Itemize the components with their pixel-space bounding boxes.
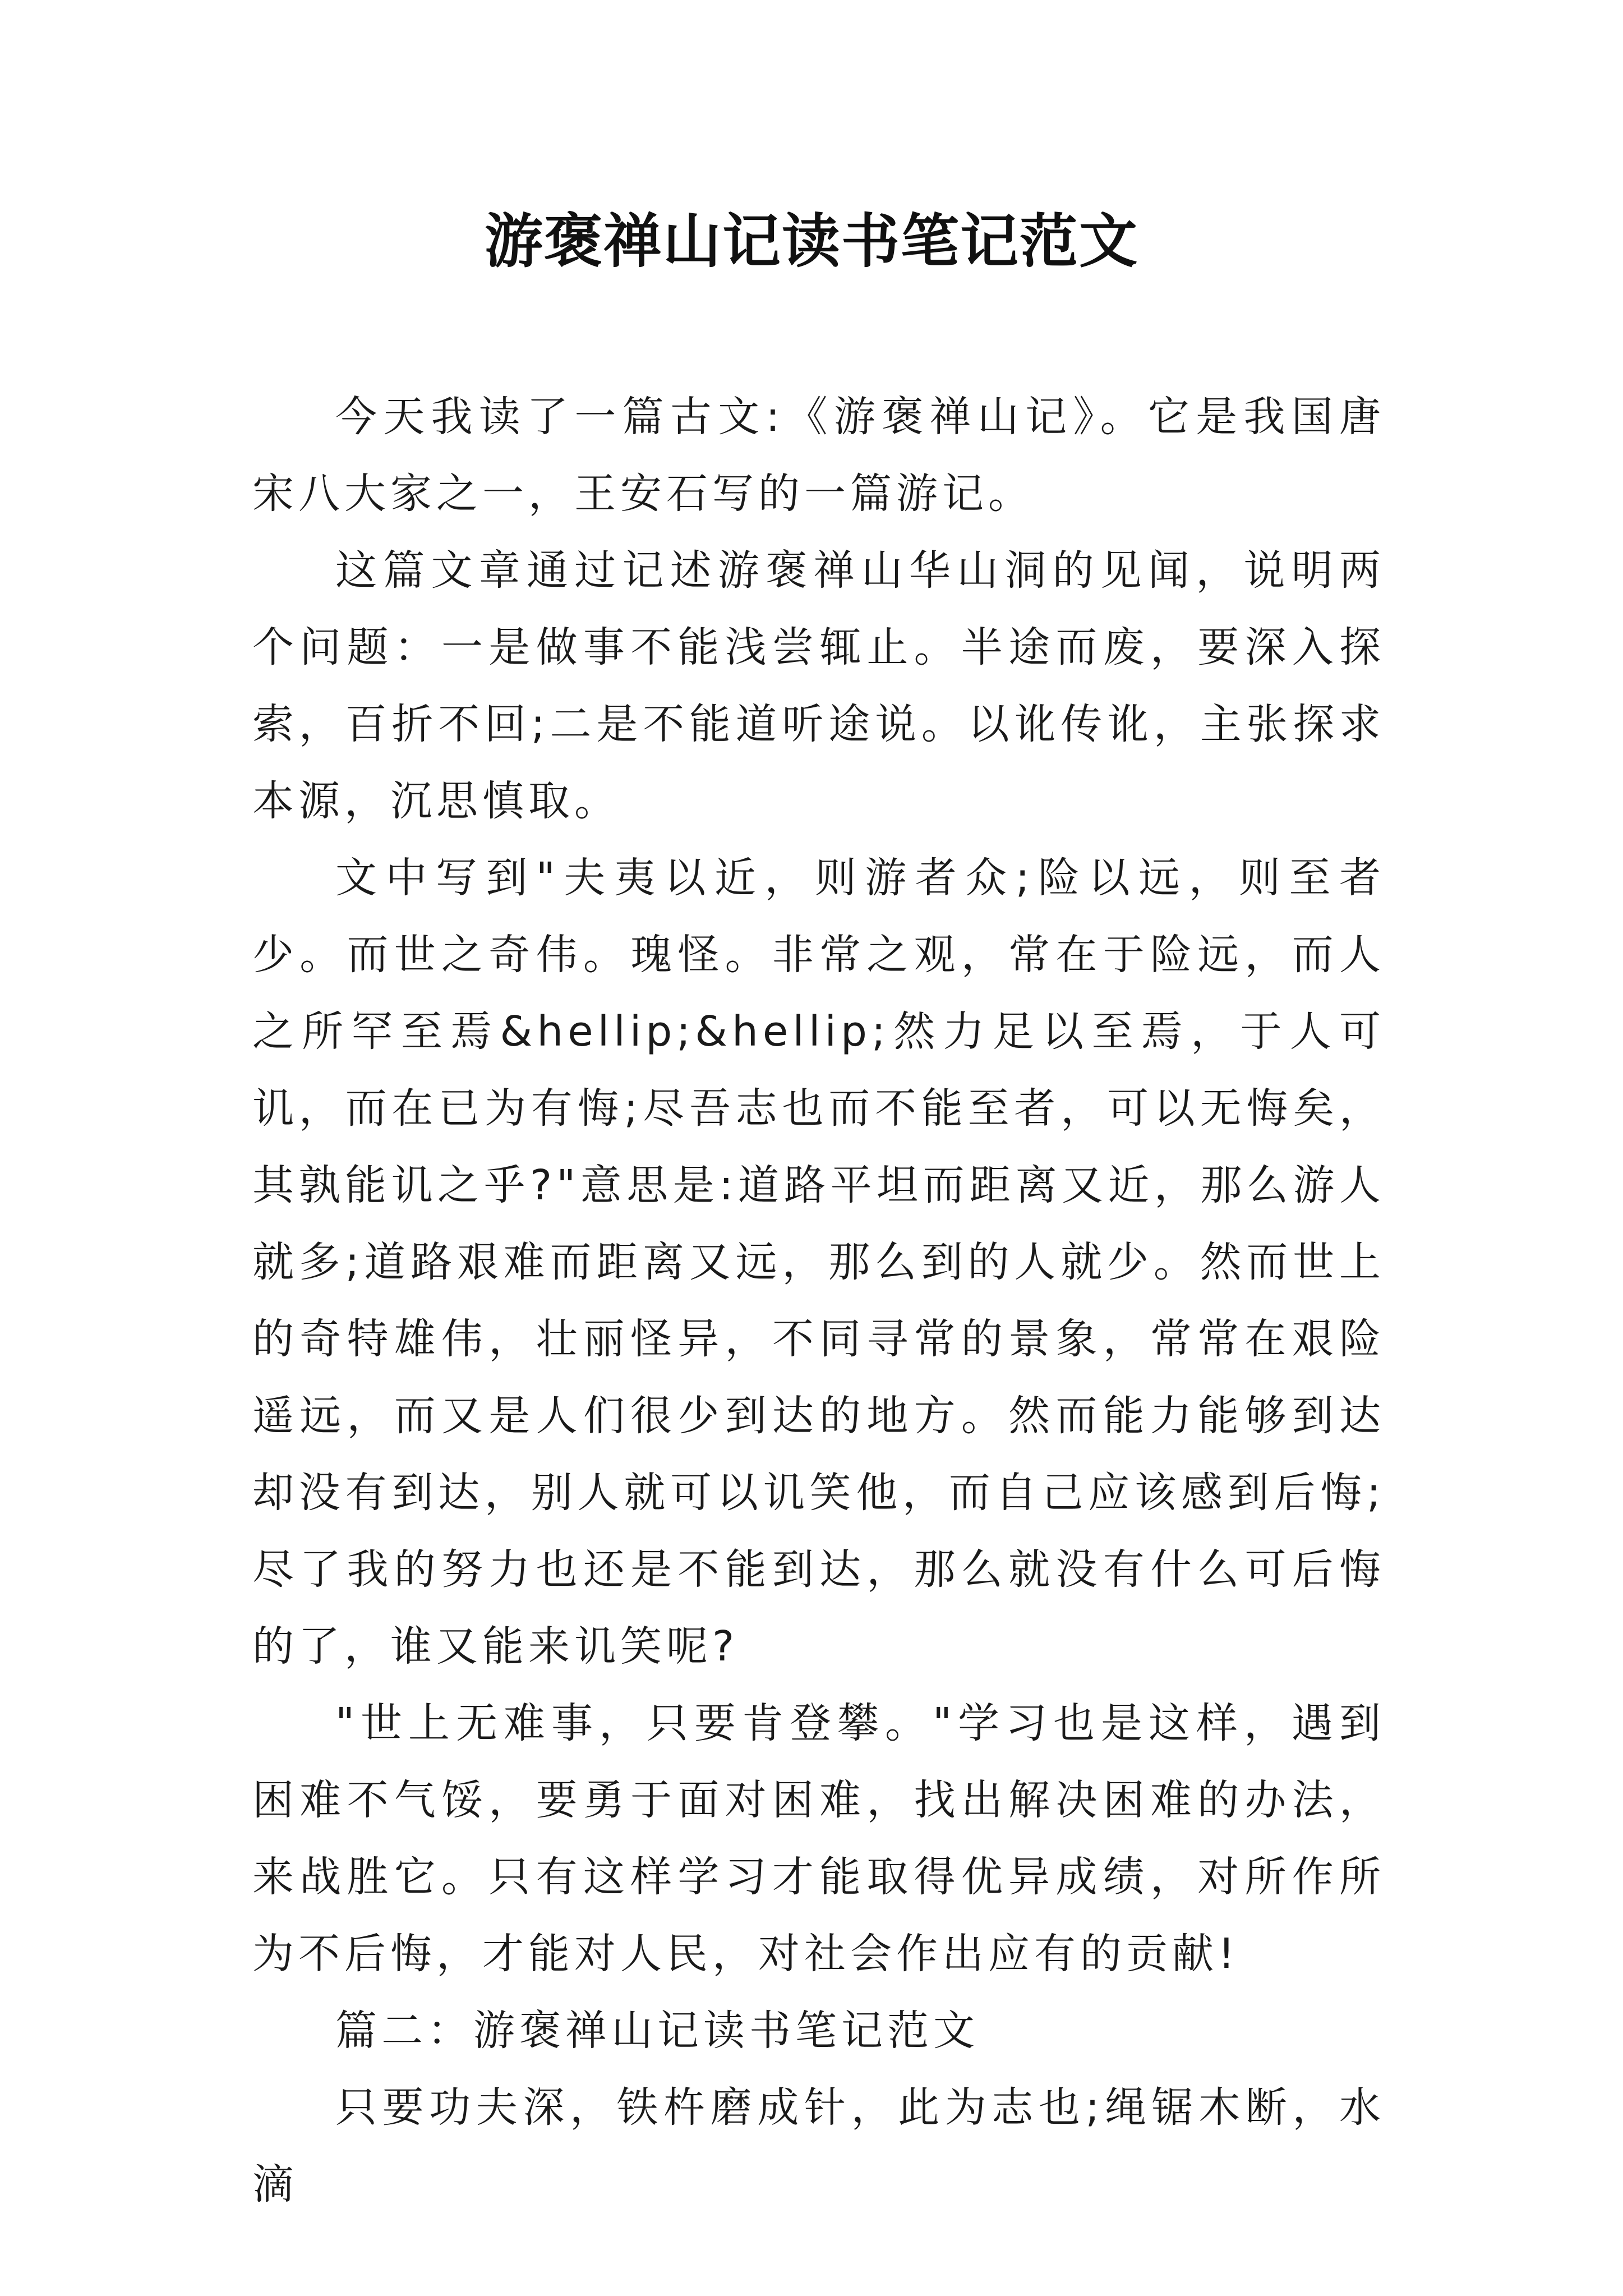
paragraph-3: 文中写到"夫夷以近，则游者众;险以远，则至者少。而世之奇伟。瑰怪。非常之观，常在于险远，而人之所罕至焉&hellip;&hellip;然力足以至焉，于人可讥，而在已为有悔;尽吾志也而不能至者，可以无悔矣，其孰能讥之乎?"意思是:道路平坦而距离又近，那么游人就多;道路艰难而距离又远，那么到的人就少。然而世上的奇特雄伟，壮丽怪异，不同寻常的景象，常常在艰险遥远，而又是人们很少到达的地方。然而能力能够到达却没有到达，别人就可以讥笑他，而自己应该感到后悔;尽了我的努力也还是不能到达，那么就没有什么可后悔的了，谁又能来讥笑呢? <box>252 854 1385 1671</box>
paragraph-2: 这篇文章通过记述游褒禅山华山洞的见闻，说明两个问题：一是做事不能浅尝辄止。半途而废，要深入探索，百折不回;二是不能道听途说。以讹传讹，主张探求本源，沉思慎取。 <box>252 546 1385 825</box>
paragraph-6: 只要功夫深，铁杵磨成针，此为志也;绳锯木断，水滴 <box>252 2083 1385 2208</box>
document-body <box>252 379 1385 2223</box>
section-heading-part-two: 篇二：游褒禅山记读书笔记范文 <box>335 2007 979 2055</box>
paragraph-4: "世上无难事，只要肯登攀。"学习也是这样，遇到困难不气馁，要勇于面对困难，找出解决困难的办法，来战胜它。只有这样学习才能取得优异成绩，对所作所为不后悔，才能对人民，对社会作出应有的贡献! <box>252 1699 1385 1978</box>
document-title: 游褒禅山记读书笔记范文 <box>484 206 1138 275</box>
paragraph-1: 今天我读了一篇古文:《游褒禅山记》。它是我国唐宋八大家之一，王安石写的一篇游记。 <box>252 393 1385 518</box>
